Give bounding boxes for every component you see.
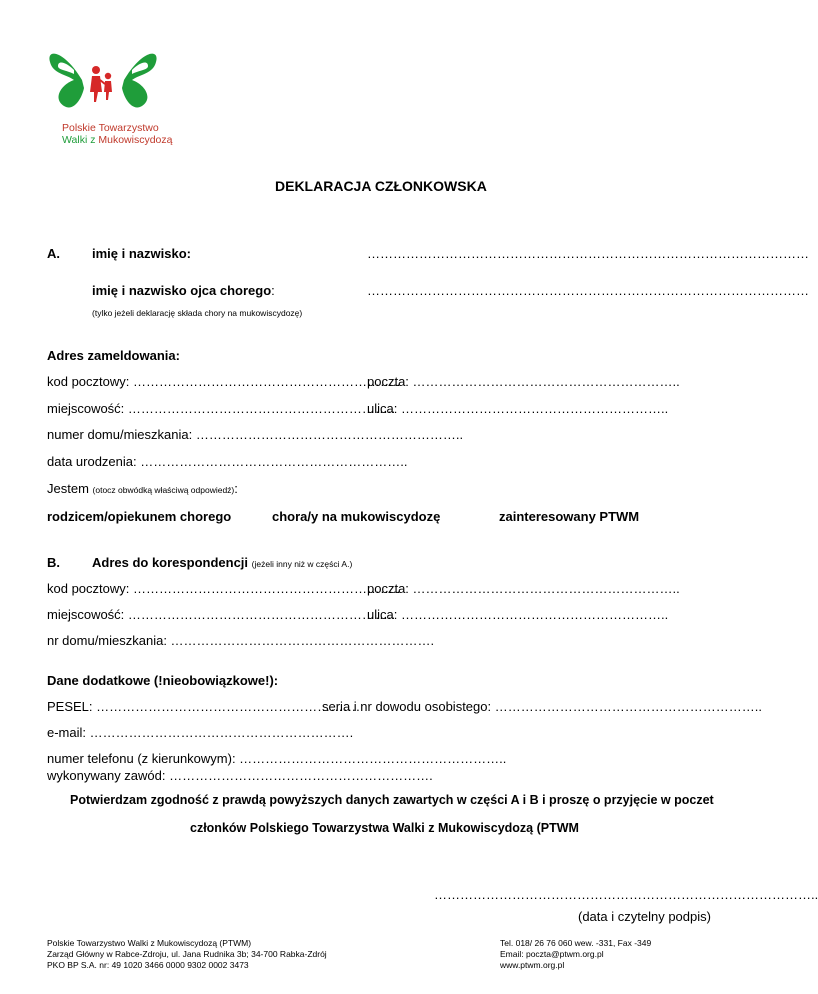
jestem-label [47, 481, 238, 496]
father-label: imię i nazwisko ojca chorego [92, 283, 272, 298]
footer-bank: PKO BP S.A. nr: 49 1020 3466 0000 9302 0002 3473 [47, 960, 249, 970]
father-colon: : [271, 283, 275, 298]
section-b-heading-wrap [92, 555, 352, 570]
signature-field[interactable]: …………………………………………………………………………….. [434, 887, 818, 902]
birth-date-field[interactable]: data urodzenia: …………………………………………………….. [47, 454, 408, 469]
logo-line-2 [62, 134, 173, 146]
b-house-field[interactable]: nr domu/mieszkania: ……………………………………………………. [47, 633, 435, 648]
jestem-note: (otocz obwódką właściwą odpowiedź) [92, 485, 235, 495]
name-label: imię i nazwisko: [92, 246, 191, 261]
jestem-text: Jestem [47, 481, 89, 496]
page-title: DEKLARACJA CZŁONKOWSKA [275, 178, 487, 194]
logo-line-1: Polskie Towarzystwo [62, 122, 159, 134]
postal-code-field[interactable]: kod pocztowy: …………………………………………………….. [47, 374, 401, 389]
job-field[interactable]: wykonywany zawód: ……………………………………………………. [47, 768, 433, 783]
option-patient[interactable]: chora/y na mukowiscydozę [272, 509, 441, 524]
father-note: (tylko jeżeli deklarację składa chory na mukowiscydozę) [92, 308, 303, 318]
footer-email: Email: poczta@ptwm.org.pl [500, 949, 604, 959]
signature-label: (data i czytelny podpis) [578, 909, 711, 924]
butterfly-logo-icon [44, 40, 162, 120]
street-field[interactable]: ulica: …………………………………………………….. [367, 401, 669, 416]
footer-address: Zarząd Główny w Rabce-Zdroju, ul. Jana Rudnika 3b; 34-700 Rabka-Zdrój [47, 949, 327, 959]
section-b-heading: Adres do korespondencji [92, 555, 249, 570]
father-label-wrap [92, 283, 275, 298]
address-heading: Adres zameldowania: [47, 348, 180, 363]
b-street-field[interactable]: ulica: …………………………………………………….. [367, 607, 669, 622]
footer-website: www.ptwm.org.pl [500, 960, 565, 970]
logo [44, 40, 173, 150]
footer-phone: Tel. 018/ 26 76 060 wew. -331, Fax -349 [500, 938, 652, 948]
pesel-field[interactable]: PESEL: ……………………………………………………. [47, 699, 360, 714]
logo-line-2-b: Mukowiscydozą [98, 134, 173, 146]
post-field[interactable]: poczta: …………………………………………………….. [367, 374, 680, 389]
section-a-letter: A. [47, 246, 60, 261]
section-b-note: (jeżeli inny niż w części A.) [251, 559, 353, 569]
name-field[interactable]: ………………………………………………………………………………………… [367, 246, 809, 261]
option-interested[interactable]: zainteresowany PTWM [499, 509, 640, 524]
house-field[interactable]: numer domu/mieszkania: …………………………………………………….. [47, 427, 464, 442]
phone-field[interactable]: numer telefonu (z kierunkowym): …………………………………………………….. [47, 751, 507, 766]
b-post-field[interactable]: poczta: …………………………………………………….. [367, 581, 680, 596]
footer-left [47, 938, 327, 971]
jestem-colon: : [234, 481, 238, 496]
logo-line-2-a: Walki z [62, 134, 99, 146]
extra-heading: Dane dodatkowe (!nieobowiązkowe!): [47, 673, 279, 688]
confirmation-line-1: Potwierdzam zgodność z prawdą powyższych danych zawartych w części A i B i proszę o przyjęcie w poczet [70, 793, 714, 807]
father-field[interactable]: ………………………………………………………………………………………… [367, 283, 809, 298]
b-postal-code-field[interactable]: kod pocztowy: …………………………………………………….. [47, 581, 401, 596]
section-b-letter: B. [47, 555, 60, 570]
city-field[interactable]: miejscowość: …………………………………………………….. [47, 401, 396, 416]
b-city-field[interactable]: miejscowość: …………………………………………………….. [47, 607, 396, 622]
confirmation-line-2: członków Polskiego Towarzystwa Walki z Mukowiscydozą (PTWM [190, 821, 579, 835]
option-parent[interactable]: rodzicem/opiekunem chorego [47, 509, 232, 524]
email-field[interactable]: e-mail: ……………………………………………………. [47, 725, 354, 740]
footer-right [500, 938, 651, 971]
footer-org: Polskie Towarzystwo Walki z Mukowiscydozą (PTWM) [47, 938, 252, 948]
id-field[interactable]: seria i nr dowodu osobistego: …………………………………………………….. [322, 699, 762, 714]
